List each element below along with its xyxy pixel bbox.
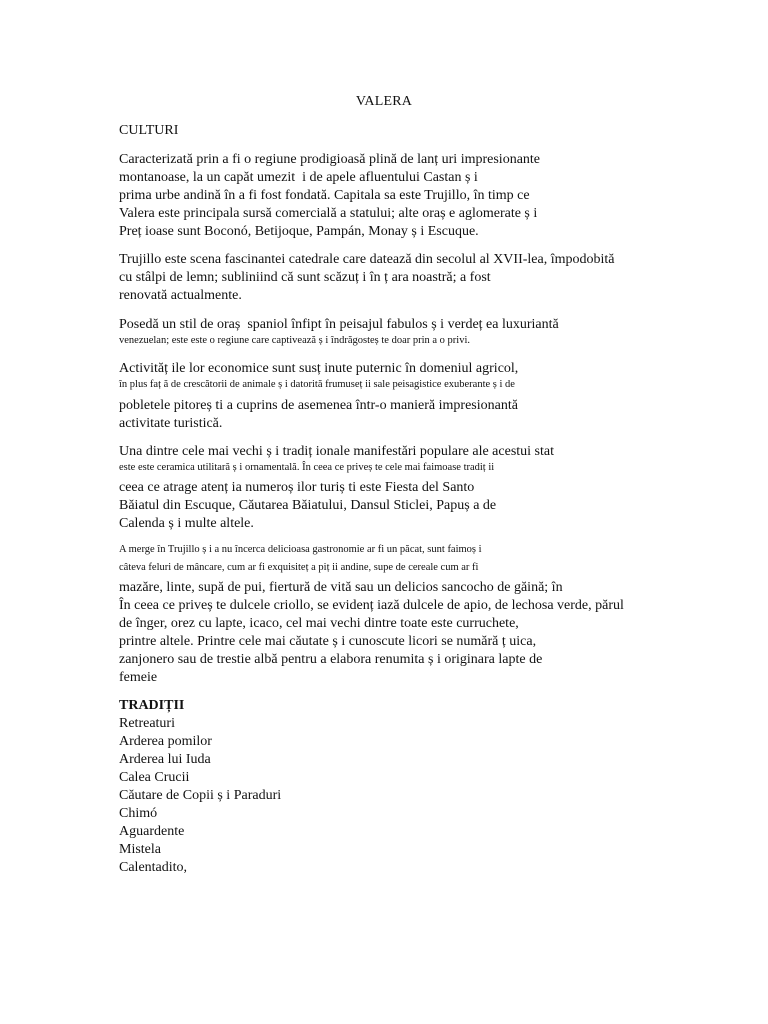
text-line: Chimó [119, 806, 158, 821]
text-line: ceea ce atrage atenț ia numeroș ilor turiș ti este Fiesta del Santo [119, 480, 475, 495]
text-line: Băiatul din Escuque, Căutarea Băiatului, Dansul Sticlei, Papuș a de [119, 498, 497, 513]
text-line: în plus faț ă de crescătorii de animale ș i datorită frumuseț ii sale peisagistice exuberante ș i de [119, 379, 515, 390]
document-title: VALERA [355, 94, 413, 109]
text-line: pobletele pitoreș ti a cuprins de asemenea într-o manieră impresionantă [119, 398, 518, 413]
section-heading: CULTURI [119, 123, 179, 138]
text-line: zanjonero sau de trestie albă pentru a elabora renumita ș i originara lapte de [119, 652, 543, 667]
text-line: femeie [119, 670, 158, 685]
text-line: Mistela [119, 842, 161, 857]
text-line: Valera este principala sursă comercială a statului; alte oraș e aglomerate ș i [119, 206, 538, 221]
text-line: Trujillo este scena fascinantei catedrale care datează din secolul al XVII-lea, împodobită [119, 252, 615, 267]
text-line: Preț ioase sunt Boconó, Betijoque, Pampán, Monay ș i Escuque. [119, 224, 479, 239]
text-line: venezuelan; este este o regiune care captivează ș i îndrăgosteș te doar prin a o privi. [119, 335, 471, 346]
text-line: printre altele. Printre cele mai căutate ș i cunoscute licori se numără ț uica, [119, 634, 537, 649]
text-line: câteva feluri de mâncare, cum ar fi exquisiteț a piț ii andine, supe de cereale cum ar fi [119, 562, 479, 573]
text-line: Retreaturi [119, 716, 175, 731]
text-line: Activităț ile lor economice sunt susț inute puternic în domeniul agricol, [119, 361, 519, 376]
text-line: Arderea lui Iuda [119, 752, 211, 767]
text-line: renovată actualmente. [119, 288, 242, 303]
text-line: prima urbe andină în a fi fost fondată. Capitala sa este Trujillo, în timp ce [119, 188, 530, 203]
text-line: mazăre, linte, supă de pui, fiertură de vită sau un delicios sancocho de găină; în [119, 580, 563, 595]
text-line: activitate turistică. [119, 416, 223, 431]
text-line: Una dintre cele mai vechi ș i tradiț ionale manifestări populare ale acestui stat [119, 444, 554, 459]
text-line: Calea Crucii [119, 770, 190, 785]
text-line: Calentadito, [119, 860, 188, 875]
text-line: A merge în Trujillo ș i a nu încerca delicioasa gastronomie ar fi un păcat, sunt faimoș i [119, 544, 482, 555]
text-line: de înger, orez cu lapte, icaco, cel mai vechi dintre toate este curruchete, [119, 616, 519, 631]
text-line: Posedă un stil de oraș spaniol înfipt în peisajul fabulos ș i verdeț ea luxuriantă [119, 317, 559, 332]
text-line: În ceea ce priveș te dulcele criollo, se evidenț iază dulcele de apio, de lechosa verde, părul [119, 598, 624, 613]
text-line: Caracterizată prin a fi o regiune prodigioasă plină de lanț uri impresionante [119, 152, 541, 167]
text-line: cu stâlpi de lemn; subliniind că sunt scăzuț i în ț ara noastră; a fost [119, 270, 491, 285]
text-line: Căutare de Copii ș i Paraduri [119, 788, 282, 803]
section-heading: TRADIȚII [119, 698, 185, 713]
text-line: este este ceramica utilitară ș i ornamentală. În ceea ce priveș te cele mai faimoase tradiț ii [119, 462, 495, 473]
text-line: montanoase, la un capăt umezit i de apele afluentului Castan ș i [119, 170, 478, 185]
text-line: Aguardente [119, 824, 185, 839]
text-line: Calenda ș i multe altele. [119, 516, 254, 531]
text-line: Arderea pomilor [119, 734, 212, 749]
